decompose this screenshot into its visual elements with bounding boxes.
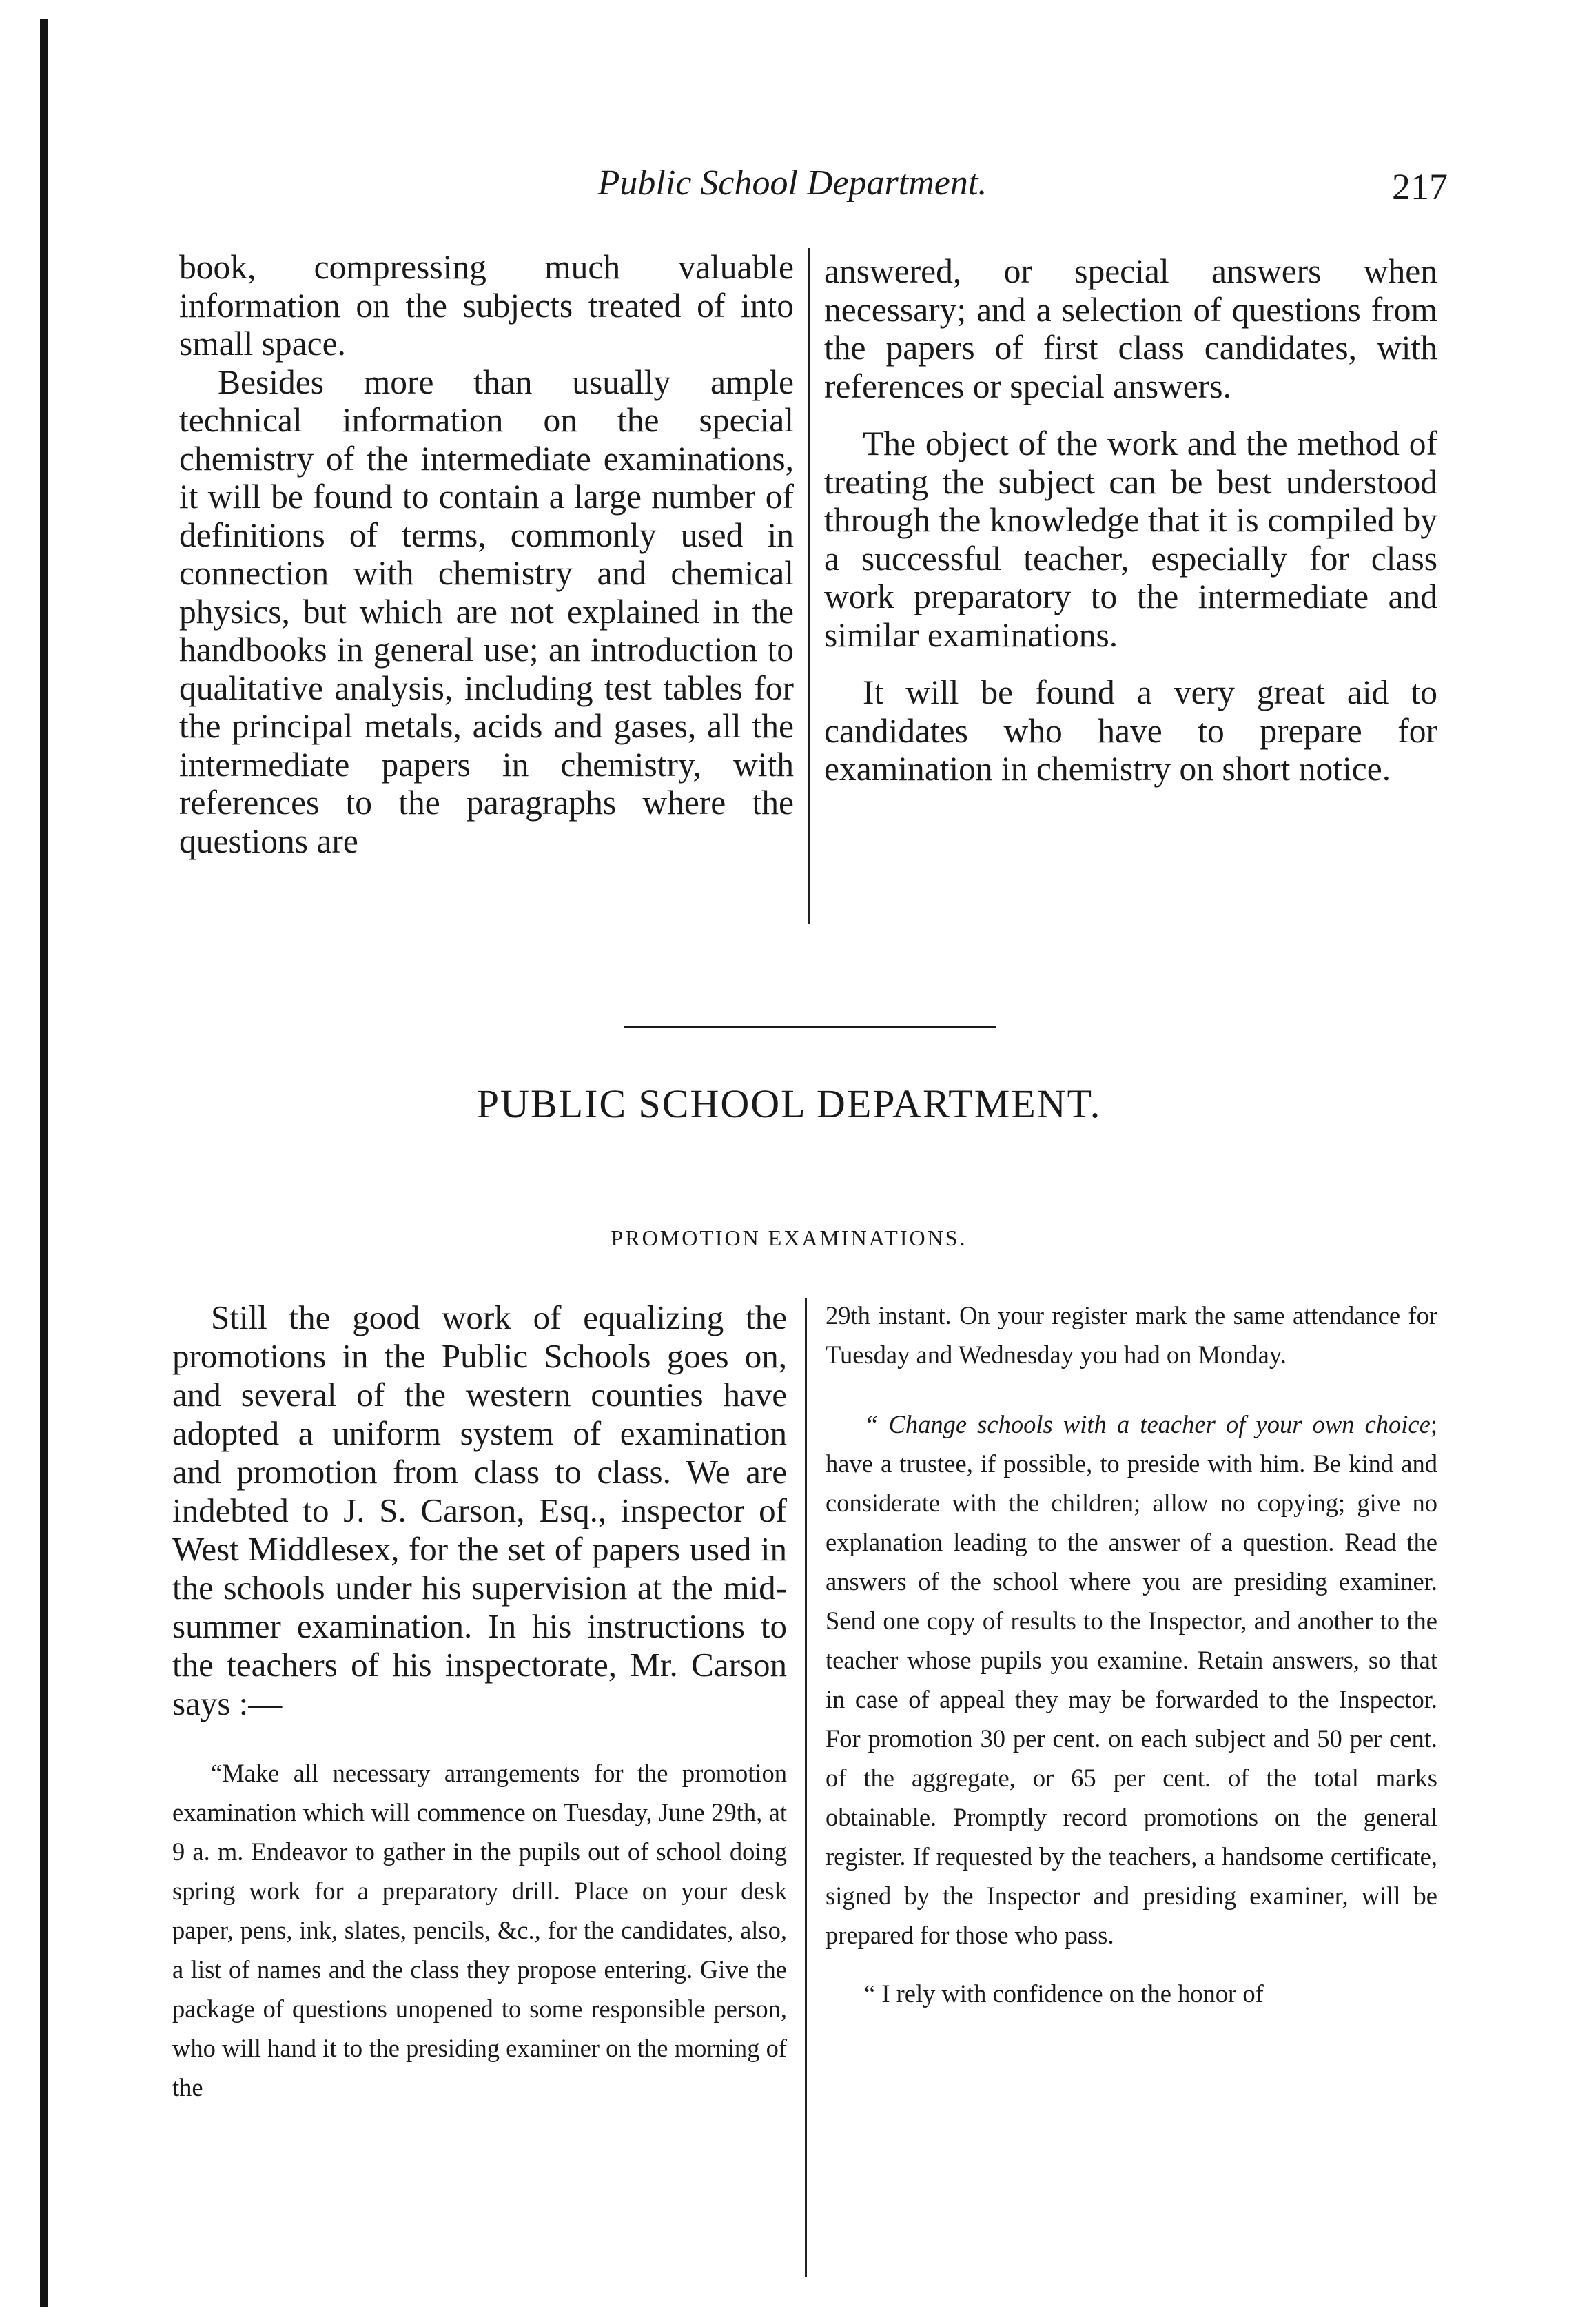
- instruction-quote: “Make all necessary arrangements for the promotion examination which will commence on Tuesday, June 29th, at 9 a. m. Endeavor to gather in the pupils out of school doing spring work for a preparatory drill. Place on your desk paper, pens, ink, slates, pencils, &c., for the candidates, also, a list of names and the class they propose entering. Give the package of questions unopened to some responsible person, who will hand it to the presiding examiner on the morning of the: [172, 1759, 787, 2101]
- article-left-column: [172, 1298, 787, 2107]
- review-paragraph: answered, or special answers when necessary; and a selection of questions from the papers of first class candidates, with references or special answers.: [824, 252, 1437, 405]
- article-lead-paragraph: Still the good work of equalizing the promotions in the Public Schools goes on, and several of the western counties have adopted a uniform system of examination and promotion from class to class. We are indebted to J. S. Carson, Esq., inspector of West Middlesex, for the set of papers used in the schools under his supervision at the mid-summer examination. In his instructions to the teachers of his inspectorate, Mr. Carson says :—: [172, 1298, 787, 1722]
- instruction-quote: [826, 1405, 1437, 1955]
- review-left-column: [179, 248, 794, 860]
- page-binding-edge: [40, 19, 48, 2307]
- review-paragraph: It will be found a very great aid to candidates who have to prepare for examination in chemistry on short notice.: [824, 673, 1437, 788]
- quote-text: ; have a trustee, if possible, to preside with him. Be kind and considerate with the children; allow no copying; give no explanation leading to the answer of a question. Read the answers of the school where you are presiding examiner. Send one copy of results to the Inspector, and another to the teacher whose pupils you examine. Retain answers, so that in case of appeal they may be forwarded to the Inspector. For promotion 30 per cent. on each subject and 50 per cent. of the aggregate, or 65 per cent. of the total marks obtainable. Promptly record promotions on the general register. If requested by the teachers, a handsome certificate, signed by the Inspector and presiding examiner, will be prepared for those who pass.: [826, 1410, 1437, 1949]
- article-right-column: [826, 1296, 1437, 2013]
- running-title: Public School Department.: [597, 163, 987, 203]
- review-right-column: [824, 252, 1437, 788]
- review-paragraph: book, compressing much valuable information on the subjects treated of into small space.: [179, 248, 794, 363]
- italic-phrase: “ Change schools with a teacher of your own choice: [864, 1410, 1431, 1438]
- column-rule: [805, 1298, 807, 2277]
- section-subtitle: PROMOTION EXAMINATIONS.: [611, 1225, 967, 1250]
- section-divider: [624, 1026, 996, 1028]
- review-paragraph: Besides more than usually ample technical information on the special chemistry of the intermediate examinations, it will be found to contain a large number of definitions of terms, commonly used in connection with chemistry and chemical physics, but which are not explained in the handbooks in general use; an introduction to qualitative analysis, including test tables for the principal metals, acids and gases, all the intermediate papers in chemistry, with references to the paragraphs where the questions are: [179, 363, 794, 860]
- column-rule: [808, 248, 810, 924]
- instruction-quote: “ I rely with confidence on the honor of: [864, 1979, 1264, 2008]
- page-number: 217: [1392, 166, 1448, 207]
- instruction-quote-continued: 29th instant. On your register mark the same attendance for Tuesday and Wednesday you had on Monday.: [826, 1301, 1437, 1369]
- section-title: PUBLIC SCHOOL DEPARTMENT.: [476, 1081, 1102, 1126]
- review-paragraph: The object of the work and the method of treating the subject can be best understood through the knowledge that it is compiled by a successful teacher, especially for class work preparatory to the intermediate and similar examinations.: [824, 425, 1437, 654]
